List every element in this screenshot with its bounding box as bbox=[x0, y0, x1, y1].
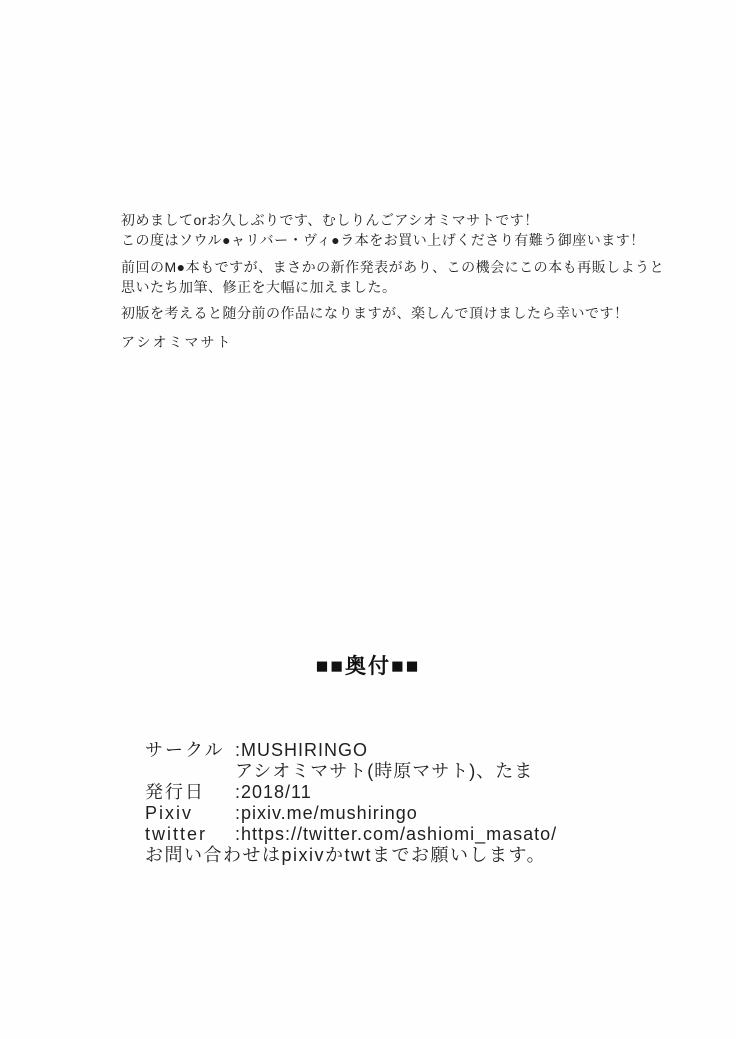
afterword-paragraph bbox=[121, 257, 681, 297]
afterword-line: 思いたち加筆、修正を大幅に加えました。 bbox=[121, 279, 397, 295]
colophon-heading: ■■奥付■■ bbox=[315, 655, 421, 678]
author-signature bbox=[121, 332, 681, 352]
colophon-row-circle bbox=[145, 740, 615, 761]
colophon-value-twitter-url: :https://twitter.com/ashiomi_masato/ bbox=[235, 824, 558, 844]
afterword-line: 初めましてorお久しぶりです、むしりんごアシオミマサトです！ bbox=[121, 212, 539, 228]
colophon-row-publish-date bbox=[145, 782, 615, 803]
afterword-line: この度はソウル●ャリバー・ヴィ●ラ本をお買い上げくださり有難う御座います！ bbox=[121, 232, 645, 248]
colophon-value: :MUSHIRINGO bbox=[235, 740, 369, 760]
colophon-row-members bbox=[145, 761, 615, 782]
colophon-block bbox=[145, 740, 615, 866]
afterword-text-block bbox=[121, 210, 681, 352]
colophon-label bbox=[145, 761, 235, 782]
afterword-line: 初版を考えると随分前の作品になりますが、楽しんで頂けましたら幸いです！ bbox=[121, 305, 629, 321]
afterword-paragraph bbox=[121, 210, 681, 250]
colophon-label: twitter bbox=[145, 824, 208, 844]
colophon-row-pixiv bbox=[145, 803, 615, 824]
colophon-label: サークル bbox=[145, 740, 225, 760]
colophon-value-pixiv-url: :pixiv.me/mushiringo bbox=[235, 803, 418, 823]
colophon-label: 発行日 bbox=[145, 782, 205, 802]
colophon-label: Pixiv bbox=[145, 803, 194, 823]
colophon-value: :2018/11 bbox=[235, 782, 312, 802]
contact-note: お問い合わせはpixivかtwtまでお願いします。 bbox=[145, 845, 547, 865]
colophon-row-twitter bbox=[145, 824, 615, 845]
afterword-line: 前回のM●本もですが、まさかの新作発表があり、この機会にこの本も再販しようと bbox=[121, 259, 665, 275]
afterword-paragraph bbox=[121, 303, 681, 323]
afterword-line: アシオミマサト bbox=[121, 334, 233, 350]
colophon-value: アシオミマサト(時原マサト)、たま bbox=[235, 761, 534, 781]
